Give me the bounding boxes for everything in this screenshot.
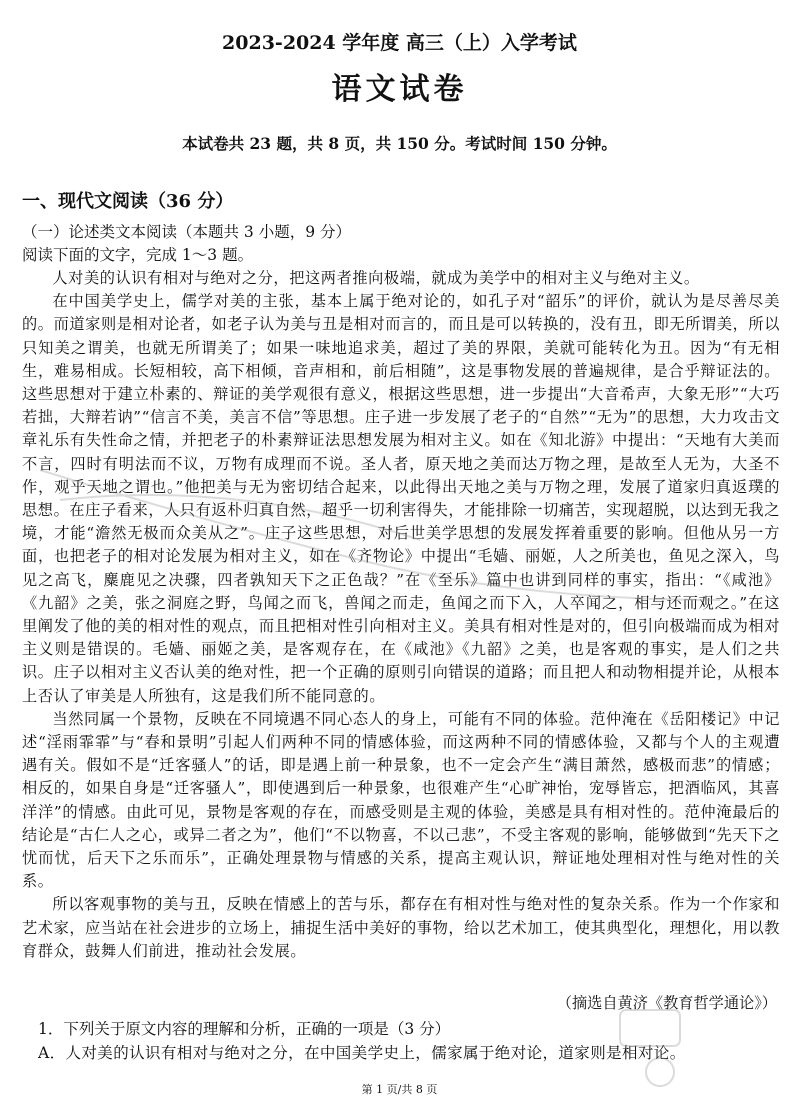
reading-instruction: 阅读下面的文字，完成 1～3 题。 <box>22 246 254 264</box>
question-1: 1．下列关于原文内容的理解和分析，正确的一项是（3 分） <box>38 1020 451 1038</box>
passage-paragraph: 在中国美学史上，儒学对美的主张，基本上属于绝对论的，如孔子对“韶乐”的评价，就认为是尽善尽美的。而道家则是相对论者，如老子认为美与丑是相对而言的，而且是可以转换的，没有丑，即无所谓美，所以只知美之谓美，也就无所谓美了；如果一味地追求美，超过了美的界限，美就可能转化为丑。因为“有无相生，难易相成。长短相较，高下相倾，音声相和，前后相随”，这是事物发展的普遍规律，是合乎辩证法的。这些思想对于建立朴素的、辩证的美学观很有意义，根据这些思想，进一步提出“大音希声，大象无形”“大巧若拙，大辩若讷”“信言不美，美言不信”等思想。庄子进一步发展了老子的“自然”“无为”的思想，大力攻击文章礼乐有失性命之情，并把老子的朴素辩证法思想发展为相对主义。如在《知北游》中提出：“天地有大美而不言，四时有明法而不议，万物有成理而不说。圣人者，原天地之美而达万物之理，是故至人无为，大圣不作，观乎天地之谓也。”他把美与无为密切结合起来，以此得出天地之美与万物之理，发展了道家归真返璞的思想。在庄子看来，人只有返朴归真自然，超乎一切利害得失，才能排除一切痛苦，实现超脱，以达到无我之境，才能“澹然无极而众美从之”。庄子这些思想，对后世美学思想的发展发挥着重要的影响。但他从另一方面，也把老子的相对论发展为相对主义，如在《齐物论》中提出“毛嫱、丽姬，人之所美也，鱼见之深入，鸟见之高飞，麋鹿见之决骤，四者孰知天下之正色哉？”在《至乐》篇中也讲到同样的事实，指出：“《咸池》《九韶》之美，张之洞庭之野，鸟闻之而飞，兽闻之而走，鱼闻之而下入，人卒闻之，相与还而观之。”在这里阐发了他的美的相对性的观点，而且把相对性引向相对主义。美具有相对性是对的，但引向极端而成为相对主义则是错误的。毛嫱、丽姬之美，是客观存在，在《咸池》《九韶》之美，也是客观的事实，是人们之共识。庄子以相对主义否认美的绝对性，把一个正确的原则引向错误的道路；而且把人和动物相提并论，从根本上否认了审美是人所独有，这是我们所不能同意的。 <box>22 292 780 705</box>
section-heading: 一、现代文阅读（36 分） <box>22 191 234 212</box>
passage-paragraph: 所以客观事物的美与丑，反映在情感上的苦与乐，都存在有相对性与绝对性的复杂关系。作为一个作家和艺术家，应当站在社会进步的立场上，捕捉生活中美好的事物，给以艺术加工，使其典型化，理想化，用以教育群众，鼓舞人们前进，推动社会发展。 <box>22 895 780 960</box>
reading-passage <box>22 267 780 963</box>
subsection-heading: （一）论述类文本阅读（本题共 3 小题，9 分） <box>22 223 352 241</box>
passage-paragraph: 人对美的认识有相对与绝对之分，把这两者推向极端，就成为美学中的相对主义与绝对主义。 <box>52 269 700 287</box>
passage-paragraph: 当然同属一个景物，反映在不同境遇不同心态人的身上，可能有不同的体验。范仲淹在《岳阳楼记》中记述“淫雨霏霏”与“春和景明”引起人们两种不同的情感体验，而这两种不同的情感体验，又都与个人的主观遭遇有关。假如不是“迁客骚人”的话，即是遇上前一种景象，也不一定会产生“满目萧然，感极而悲”的情感；相反的，如果自身是“迁客骚人”，即使遇到后一种景象，也很难产生“心旷神怡，宠辱皆忘，把酒临风，其喜洋洋”的情感。由此可见，景物是客观的存在，而感受则是主观的体验，美感是具有相对性的。范仲淹最后的结论是“古仁人之心，或异二者之为”，他们“不以物喜，不以己悲”，不受主客观的影响，能够做到“先天下之忧而忧，后天下之乐而乐”，正确处理景物与情感的关系，提高主观认识，辩证地处理相对性与绝对性的关系。 <box>22 709 780 891</box>
exam-title: 语文试卷 <box>331 72 468 107</box>
exam-header: 2023-2024 学年度 高三（上）入学考试 <box>222 32 577 54</box>
question-1-option-a: A．人对美的认识有相对与绝对之分，在中国美学史上，儒家属于绝对论，道家则是相对论。 <box>38 1044 686 1062</box>
passage-source: （摘选自黄济《教育哲学通论》） <box>556 994 777 1012</box>
page-number: 第 1 页/共 8 页 <box>361 1083 438 1096</box>
exam-info: 本试卷共 23 题，共 8 页，共 150 分。考试时间 150 分钟。 <box>182 134 617 153</box>
